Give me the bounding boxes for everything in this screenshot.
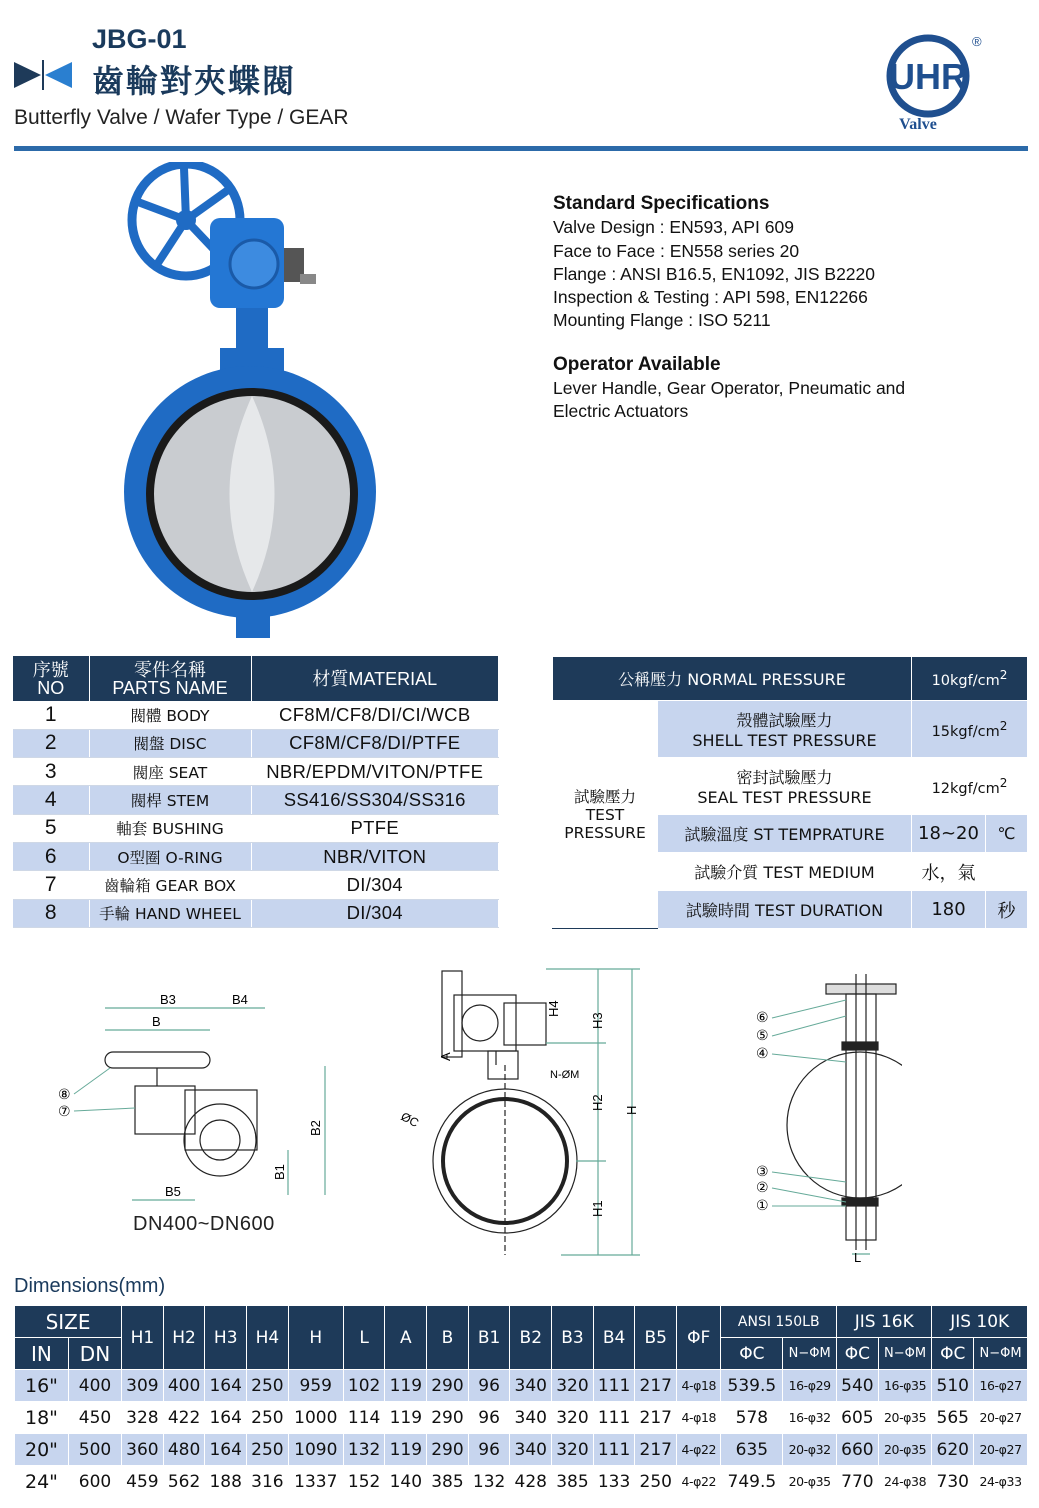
callout-4: ④: [756, 1045, 769, 1061]
operator-line: Electric Actuators: [553, 401, 689, 422]
table-cell: 96: [468, 1370, 510, 1402]
table-cell: 600: [68, 1466, 121, 1498]
test-temperature-value: 18~20: [912, 815, 986, 853]
table-row: [15, 1402, 1028, 1434]
table-cell: 480: [163, 1434, 205, 1466]
table-cell: 428: [510, 1466, 552, 1498]
dim-label-h2: H2: [590, 1094, 605, 1111]
ansi-header: ANSI 150LB: [721, 1306, 837, 1338]
gearbox-drawing: [50, 990, 350, 1210]
table-cell: 578: [721, 1402, 783, 1434]
no-header: 序號 NO: [13, 656, 89, 701]
col-header: ΦF: [677, 1306, 721, 1370]
dim-label-h4: H4: [546, 1000, 561, 1017]
callout-5: ⑤: [756, 1027, 769, 1043]
table-cell: 111: [593, 1402, 635, 1434]
table-cell: 16-φ35: [878, 1370, 932, 1402]
pressure-table: [552, 656, 1028, 929]
registered-mark: ®: [972, 34, 982, 49]
table-cell: 660: [837, 1434, 879, 1466]
table-cell: 328: [122, 1402, 164, 1434]
table-cell: 360: [122, 1434, 164, 1466]
table-cell: 320: [552, 1402, 594, 1434]
dimensions-table: [14, 1305, 1028, 1498]
col-header: L: [343, 1306, 385, 1370]
jis16-header: JIS 16K: [837, 1306, 932, 1338]
callout-7: ⑦: [58, 1103, 71, 1119]
seal-test-label: 密封試驗壓力 SEAL TEST PRESSURE: [658, 758, 912, 815]
dim-label-a: A: [438, 1052, 453, 1061]
table-cell: 540: [837, 1370, 879, 1402]
table-cell: 385: [552, 1466, 594, 1498]
dim-label-b: B: [152, 1014, 161, 1029]
table-row: [15, 1466, 1028, 1498]
nphim-header: N−ΦM: [878, 1338, 932, 1370]
table-cell: 730: [932, 1466, 974, 1498]
table-cell: 385: [427, 1466, 469, 1498]
col-header: H1: [122, 1306, 164, 1370]
table-cell: 565: [932, 1402, 974, 1434]
table-cell: 422: [163, 1402, 205, 1434]
table-cell: 20-φ27: [974, 1402, 1028, 1434]
brand-word: Valve: [899, 116, 937, 133]
test-temperature-label: 試驗溫度 ST TEMPRATURE: [658, 815, 912, 853]
col-header: H3: [205, 1306, 247, 1370]
table-cell: 24-φ33: [974, 1466, 1028, 1498]
table-cell: 164: [205, 1434, 247, 1466]
spec-line: Valve Design : EN593, API 609: [553, 217, 794, 238]
col-header: B2: [510, 1306, 552, 1370]
table-cell: 340: [510, 1402, 552, 1434]
test-medium-label: 試驗介質 TEST MEDIUM: [658, 853, 912, 891]
col-header: H: [288, 1306, 343, 1370]
table-cell: 16": [15, 1370, 69, 1402]
jis10-header: JIS 10K: [932, 1306, 1028, 1338]
table-cell: 20-φ32: [783, 1434, 837, 1466]
table-row: 5 軸套 BUSHING PTFE: [13, 814, 499, 842]
table-row: 2 閥盤 DISC CF8M/CF8/DI/PTFE: [13, 729, 499, 757]
col-header: B1: [468, 1306, 510, 1370]
table-cell: 164: [205, 1370, 247, 1402]
table-row: 3 閥座 SEAT NBR/EPDM/VITON/PTFE: [13, 758, 499, 786]
normal-pressure-label: 公稱壓力 NORMAL PRESSURE: [553, 657, 912, 701]
parts-name-header: 零件名稱 PARTS NAME: [89, 656, 251, 701]
table-row: [15, 1434, 1028, 1466]
operator-heading: Operator Available: [553, 353, 721, 375]
table-cell: 290: [427, 1434, 469, 1466]
table-cell: 1090: [288, 1434, 343, 1466]
dn-range-label: DN400~DN600: [133, 1213, 275, 1235]
callout-3: ③: [756, 1163, 769, 1179]
table-cell: 119: [385, 1370, 427, 1402]
dim-label-h1: H1: [590, 1200, 605, 1217]
table-cell: 217: [635, 1402, 677, 1434]
table-cell: 400: [163, 1370, 205, 1402]
table-cell: 111: [593, 1370, 635, 1402]
table-row: 8 手輪 HAND WHEEL DI/304: [13, 899, 499, 927]
table-cell: 250: [247, 1402, 289, 1434]
front-view-drawing: [396, 965, 646, 1265]
table-cell: 188: [205, 1466, 247, 1498]
table-cell: 132: [468, 1466, 510, 1498]
table-cell: 770: [837, 1466, 879, 1498]
parts-table: [13, 656, 499, 928]
table-cell: 290: [427, 1370, 469, 1402]
dimensions-body: [15, 1370, 1028, 1498]
dim-label-b5: B5: [165, 1184, 181, 1199]
material-header: 材質MATERIAL: [251, 656, 499, 701]
table-cell: 1000: [288, 1402, 343, 1434]
normal-pressure-value: $10kgf/cm^2$: [912, 657, 1028, 701]
table-cell: 20-φ35: [878, 1402, 932, 1434]
table-cell: 320: [552, 1434, 594, 1466]
callout-6: ⑥: [756, 1009, 769, 1025]
table-cell: 18": [15, 1402, 69, 1434]
test-pressure-label: 試驗壓力 TEST PRESSURE: [553, 701, 658, 929]
table-cell: 20-φ27: [974, 1434, 1028, 1466]
phic-header: ΦC: [837, 1338, 879, 1370]
dim-label-b4: B4: [232, 992, 248, 1007]
table-cell: 250: [247, 1434, 289, 1466]
table-cell: 250: [247, 1370, 289, 1402]
test-duration-value: 180: [912, 891, 986, 929]
spec-line: Face to Face : EN558 series 20: [553, 240, 800, 261]
table-cell: 96: [468, 1402, 510, 1434]
table-cell: 24-φ38: [878, 1466, 932, 1498]
table-cell: 20-φ35: [783, 1466, 837, 1498]
table-cell: 4-φ22: [677, 1434, 721, 1466]
table-cell: 152: [343, 1466, 385, 1498]
table-cell: 749.5: [721, 1466, 783, 1498]
table-cell: 119: [385, 1434, 427, 1466]
col-header: B5: [635, 1306, 677, 1370]
dim-label-l: L: [854, 1250, 862, 1265]
table-cell: 316: [247, 1466, 289, 1498]
dim-label-nm: N-ØM: [550, 1069, 580, 1081]
table-cell: 562: [163, 1466, 205, 1498]
callout-2: ②: [756, 1179, 769, 1195]
table-cell: 133: [593, 1466, 635, 1498]
spec-line: Inspection & Testing : API 598, EN12266: [553, 287, 868, 308]
test-temperature-unit: ℃: [986, 815, 1028, 853]
col-header: A: [385, 1306, 427, 1370]
dim-label-c: ØC: [398, 1109, 422, 1131]
specifications-block: [553, 192, 1013, 424]
table-cell: 16-φ29: [783, 1370, 837, 1402]
table-row: 4 閥桿 STEM SS416/SS304/SS316: [13, 786, 499, 814]
table-cell: 340: [510, 1434, 552, 1466]
table-cell: 217: [635, 1434, 677, 1466]
table-cell: 24": [15, 1466, 69, 1498]
dim-label-b3: B3: [160, 992, 176, 1007]
table-cell: 635: [721, 1434, 783, 1466]
table-cell: 4-φ18: [677, 1402, 721, 1434]
table-cell: 217: [635, 1370, 677, 1402]
table-cell: 620: [932, 1434, 974, 1466]
table-cell: 111: [593, 1434, 635, 1466]
table-cell: 959: [288, 1370, 343, 1402]
table-cell: 140: [385, 1466, 427, 1498]
product-subtitle: Butterfly Valve / Wafer Type / GEAR: [14, 106, 349, 129]
table-cell: 250: [635, 1466, 677, 1498]
dim-label-b1: B1: [272, 1164, 287, 1180]
product-title-zh: 齒輪對夾蝶閥: [92, 62, 297, 100]
test-duration-unit: 秒: [986, 891, 1028, 929]
col-header: H2: [163, 1306, 205, 1370]
table-cell: 20-φ35: [878, 1434, 932, 1466]
table-cell: 605: [837, 1402, 879, 1434]
brand-mark: UHR: [889, 56, 967, 97]
dim-label-h: H: [624, 1105, 639, 1115]
nphim-header: N−ΦM: [974, 1338, 1028, 1370]
table-cell: 16-φ32: [783, 1402, 837, 1434]
seal-test-value: $12kgf/cm^2$: [912, 758, 1028, 815]
operator-line: Lever Handle, Gear Operator, Pneumatic and: [553, 378, 906, 399]
dimensions-title: Dimensions(mm): [14, 1275, 166, 1297]
table-cell: 16-φ27: [974, 1370, 1028, 1402]
valve-product-photo: [124, 162, 384, 644]
col-header: B: [427, 1306, 469, 1370]
test-medium-value: 水，氣: [912, 853, 986, 891]
in-header: IN: [15, 1338, 69, 1370]
table-row: 7 齒輪箱 GEAR BOX DI/304: [13, 871, 499, 899]
table-cell: 4-φ18: [677, 1370, 721, 1402]
table-cell: 114: [343, 1402, 385, 1434]
header-divider: [14, 146, 1028, 151]
table-cell: 119: [385, 1402, 427, 1434]
shell-test-value: $15kgf/cm^2$: [912, 701, 1028, 758]
table-cell: 320: [552, 1370, 594, 1402]
table-cell: 510: [932, 1370, 974, 1402]
table-row: [15, 1370, 1028, 1402]
shell-test-label: 殼體試驗壓力 SHELL TEST PRESSURE: [658, 701, 912, 758]
table-cell: 459: [122, 1466, 164, 1498]
table-cell: 340: [510, 1370, 552, 1402]
nphim-header: N−ΦM: [783, 1338, 837, 1370]
table-cell: 450: [68, 1402, 121, 1434]
model-number: JBG-01: [92, 24, 187, 54]
table-cell: 132: [343, 1434, 385, 1466]
table-cell: 290: [427, 1402, 469, 1434]
size-header: SIZE: [15, 1306, 122, 1338]
phic-header: ΦC: [721, 1338, 783, 1370]
col-header: B3: [552, 1306, 594, 1370]
table-row: 6 O型圈 O-RING NBR/VITON: [13, 842, 499, 870]
table-cell: 539.5: [721, 1370, 783, 1402]
dim-label-h3: H3: [590, 1012, 605, 1029]
table-cell: 500: [68, 1434, 121, 1466]
dn-header: DN: [68, 1338, 121, 1370]
table-cell: 102: [343, 1370, 385, 1402]
col-header: B4: [593, 1306, 635, 1370]
spec-line: Flange : ANSI B16.5, EN1092, JIS B2220: [553, 263, 876, 284]
butterfly-bowtie-icon: [14, 60, 72, 90]
col-header: H4: [247, 1306, 289, 1370]
spec-line: Mounting Flange : ISO 5211: [553, 310, 771, 331]
table-row: 1 閥體 BODY CF8M/CF8/DI/CI/WCB: [13, 701, 499, 729]
table-cell: 20": [15, 1434, 69, 1466]
test-duration-label: 試驗時間 TEST DURATION: [658, 891, 912, 929]
table-cell: 4-φ22: [677, 1466, 721, 1498]
table-cell: 309: [122, 1370, 164, 1402]
standard-specs-heading: Standard Specifications: [553, 193, 770, 214]
phic-header: ΦC: [932, 1338, 974, 1370]
table-cell: 164: [205, 1402, 247, 1434]
dim-label-b2: B2: [308, 1120, 323, 1136]
table-cell: 96: [468, 1434, 510, 1466]
callout-8: ⑧: [58, 1086, 71, 1102]
section-view-drawing: [752, 970, 902, 1268]
callout-1: ①: [756, 1197, 769, 1213]
table-cell: 400: [68, 1370, 121, 1402]
table-cell: 1337: [288, 1466, 343, 1498]
